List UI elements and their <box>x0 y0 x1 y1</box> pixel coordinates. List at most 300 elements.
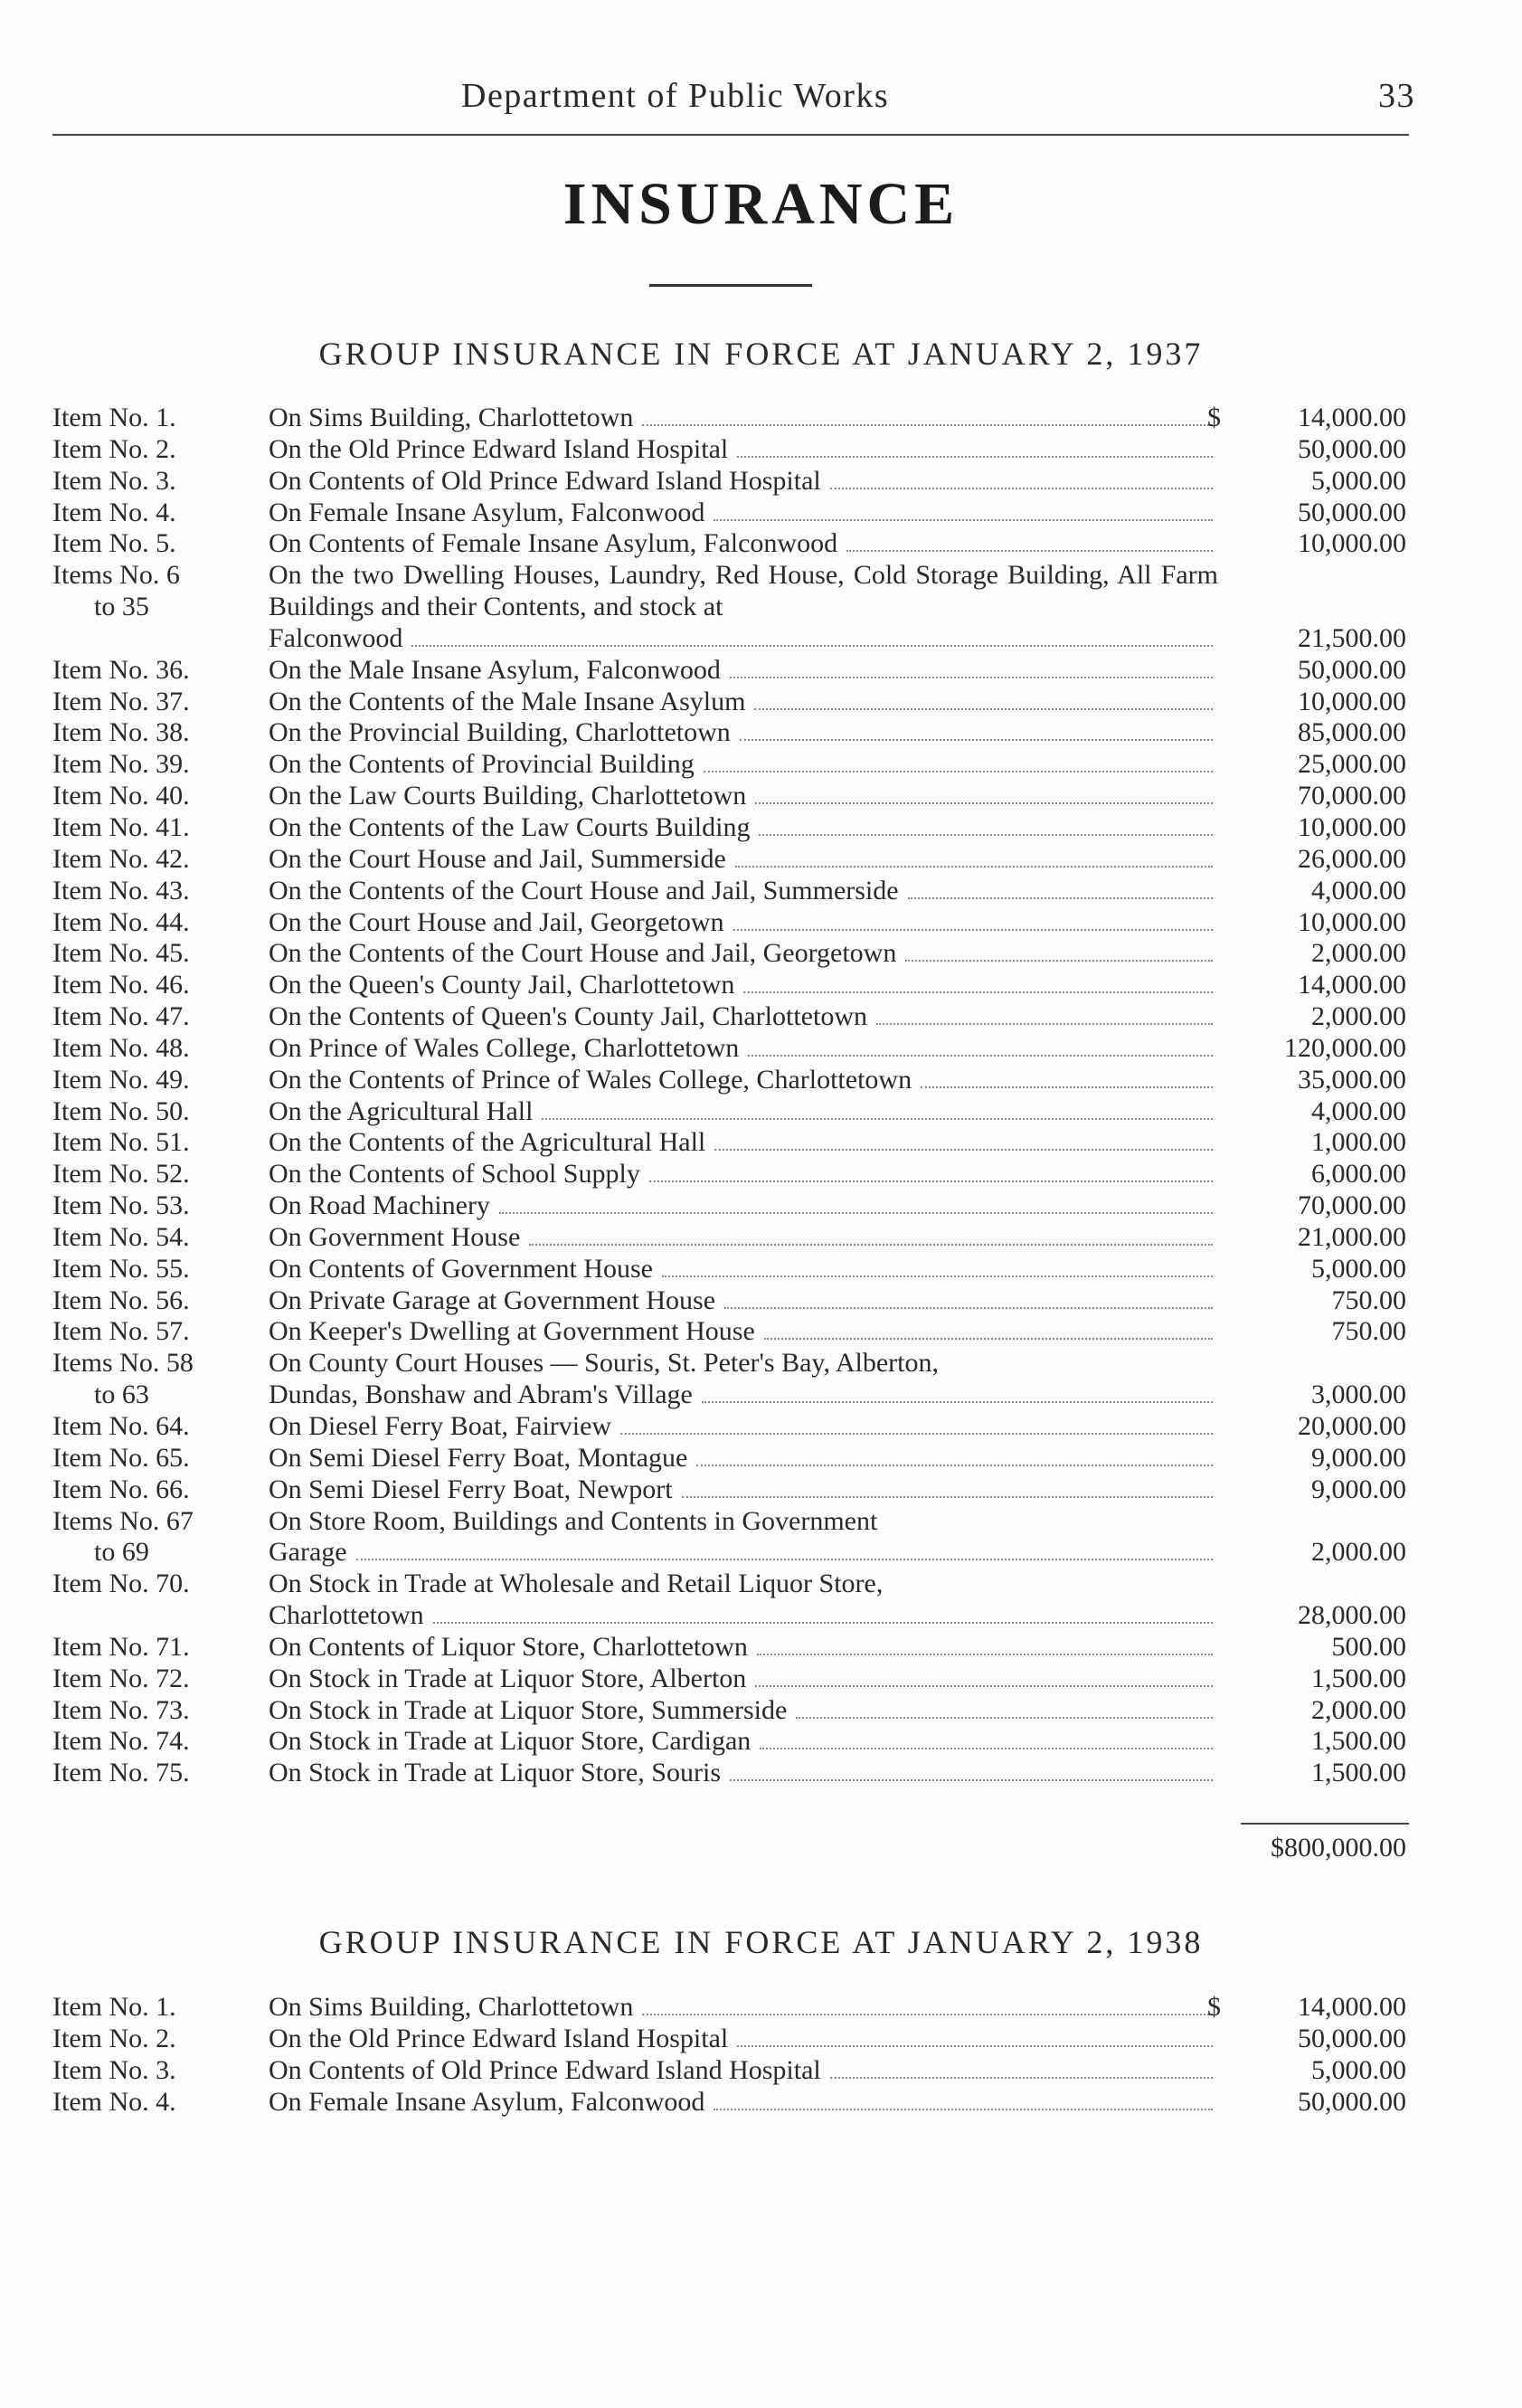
item-description <box>269 876 1218 907</box>
item-number: Items No. 67 <box>52 1505 194 1536</box>
item-label <box>52 844 233 876</box>
dot-leader <box>730 1779 1213 1781</box>
dot-leader <box>714 519 1213 521</box>
item-description-text: On the Queen's County Jail, Charlottetown <box>269 970 735 1000</box>
item-label <box>52 655 233 687</box>
dot-leader <box>714 1149 1213 1151</box>
amount-value: 21,000.00 <box>1298 1221 1406 1252</box>
item-number: Items No. 6 <box>52 560 180 591</box>
item-description <box>269 1758 1218 1789</box>
dot-leader <box>642 424 1213 426</box>
item-description-line <box>269 1254 1218 1285</box>
item-amount <box>1207 1695 1406 1727</box>
item-description-text: On the Contents of the Law Courts Building <box>269 811 751 842</box>
dot-leader <box>796 1717 1213 1719</box>
item-description-text: On Female Insane Asylum, Falconwood <box>269 497 705 527</box>
item-description-text: On Contents of Government House <box>269 1253 653 1284</box>
item-amount <box>1207 1632 1406 1664</box>
item-description-line <box>269 1411 1218 1443</box>
dot-leader <box>499 1212 1213 1214</box>
item-number: Item No. 53. <box>52 1190 190 1221</box>
item-label <box>52 1222 233 1254</box>
item-description <box>269 687 1218 718</box>
page-title: INSURANCE <box>562 171 960 237</box>
item-description-line <box>269 938 1218 970</box>
amount-value: 50,000.00 <box>1298 497 1406 527</box>
list-item <box>0 2055 1522 2087</box>
item-label <box>52 1316 233 1348</box>
item-label <box>52 1411 233 1443</box>
item-number: Item No. 54. <box>52 1221 190 1252</box>
amount-value: 25,000.00 <box>1298 749 1406 780</box>
item-label <box>52 876 233 907</box>
item-description-text: On Sims Building, Charlottetown <box>269 1992 634 2022</box>
item-description <box>269 970 1218 1001</box>
dot-leader <box>702 1401 1213 1403</box>
list-item <box>0 970 1522 1001</box>
item-label <box>52 466 233 498</box>
item-description-line <box>269 2024 1218 2055</box>
item-description-line <box>269 498 1218 529</box>
amount-value: 9,000.00 <box>1311 1442 1406 1473</box>
item-description-line <box>269 781 1218 812</box>
dot-leader <box>411 645 1213 647</box>
item-amount <box>1207 498 1406 529</box>
item-amount <box>1207 1285 1406 1317</box>
dot-leader <box>356 1559 1213 1560</box>
item-description-text: On Keeper's Dwelling at Government House <box>269 1316 755 1347</box>
item-description <box>269 938 1218 970</box>
item-label <box>52 1285 233 1317</box>
item-number: Item No. 47. <box>52 1001 190 1032</box>
item-amount <box>1207 970 1406 1001</box>
amount-value: 14,000.00 <box>1298 970 1406 1000</box>
amount-value: 21,500.00 <box>1298 622 1406 653</box>
list-item <box>0 812 1522 844</box>
item-description-text: On Stock in Trade at Liquor Store, Cardigan <box>269 1726 752 1757</box>
item-amount <box>1207 1065 1406 1096</box>
dot-leader <box>737 456 1213 458</box>
item-description-text: On the Male Insane Asylum, Falconwood <box>269 654 721 685</box>
item-description-text: On the Contents of Prince of Wales College, Charlottetown <box>269 1064 912 1095</box>
item-number: Item No. 41. <box>52 811 190 842</box>
list-item <box>0 1127 1522 1159</box>
list-item <box>0 1348 1522 1411</box>
item-amount <box>1207 717 1406 749</box>
item-amount <box>1207 1443 1406 1474</box>
amount-value: 4,000.00 <box>1311 875 1406 905</box>
header-rule <box>52 134 1409 136</box>
item-label <box>52 687 233 718</box>
item-label <box>52 1001 233 1033</box>
item-description-line <box>269 1033 1218 1065</box>
item-description-line <box>269 1443 1218 1474</box>
dot-leader <box>754 708 1213 710</box>
item-label <box>52 1758 233 1789</box>
item-description <box>269 1474 1218 1506</box>
amount-value: 28,000.00 <box>1298 1600 1406 1631</box>
amount-value: 14,000.00 <box>1298 403 1406 432</box>
item-amount <box>1207 876 1406 907</box>
item-description-text: On Government House <box>269 1221 521 1252</box>
amount-value: 500.00 <box>1331 1631 1406 1662</box>
item-number: Item No. 39. <box>52 749 190 780</box>
item-amount <box>1207 1222 1406 1254</box>
item-number: Item No. 72. <box>52 1663 190 1693</box>
list-item <box>0 1222 1522 1254</box>
item-description <box>269 1632 1218 1664</box>
item-description-text: On the Old Prince Edward Island Hospital <box>269 2023 729 2053</box>
item-description <box>269 466 1218 498</box>
list-item <box>0 1096 1522 1128</box>
amount-value: 35,000.00 <box>1298 1064 1406 1095</box>
amount-value: 50,000.00 <box>1298 654 1406 685</box>
item-number: Item No. 55. <box>52 1253 190 1284</box>
item-description-line <box>269 1664 1218 1695</box>
item-description-text: On Contents of Female Insane Asylum, Falconwood <box>269 528 838 559</box>
item-label <box>52 1190 233 1222</box>
item-description-text: On County Court Houses — Souris, St. Peter's Bay, Alberton, <box>269 1348 939 1379</box>
item-amount <box>1207 2087 1406 2119</box>
item-description-line <box>269 1001 1218 1033</box>
item-amount <box>1207 1474 1406 1506</box>
dot-leader <box>737 2045 1213 2047</box>
dot-leader <box>921 1086 1213 1088</box>
item-amount <box>1207 1758 1406 1789</box>
item-description <box>269 1096 1218 1128</box>
item-amount <box>1207 1600 1406 1632</box>
list-item <box>0 466 1522 498</box>
item-amount <box>1207 1316 1406 1348</box>
amount-value: 70,000.00 <box>1298 781 1406 811</box>
item-number: Item No. 75. <box>52 1758 190 1788</box>
currency-symbol: $ <box>1207 403 1221 432</box>
item-description-text: On the Old Prince Edward Island Hospital <box>269 433 729 464</box>
item-amount <box>1207 1537 1406 1569</box>
item-description <box>269 1285 1218 1317</box>
list-item <box>0 560 1522 655</box>
item-label <box>52 1348 233 1411</box>
item-label <box>52 498 233 529</box>
dot-leader <box>755 1685 1213 1687</box>
dot-leader <box>542 1118 1213 1120</box>
item-amount <box>1207 1190 1406 1222</box>
item-description-last-line <box>269 623 1218 655</box>
item-label <box>52 1632 233 1664</box>
item-number: Item No. 73. <box>52 1694 190 1725</box>
item-label <box>52 1096 233 1128</box>
item-label <box>52 970 233 1001</box>
item-description-text: On the Contents of the Agricultural Hall <box>269 1127 706 1158</box>
list-item <box>0 1632 1522 1664</box>
item-description-line <box>269 528 1218 560</box>
item-number: Item No. 4. <box>52 497 176 527</box>
item-label <box>52 434 233 466</box>
item-number: Item No. 44. <box>52 906 190 937</box>
amount-value: 1,000.00 <box>1311 1127 1406 1158</box>
amount-value: 14,000.00 <box>1298 1992 1406 2022</box>
item-amount <box>1207 466 1406 498</box>
item-label <box>52 1695 233 1727</box>
running-head <box>0 76 1522 121</box>
item-description-text: On the Contents of School Supply <box>269 1159 640 1190</box>
item-description-text: On Sims Building, Charlottetown <box>269 403 634 432</box>
item-number: Item No. 46. <box>52 970 190 1000</box>
amount-value: 9,000.00 <box>1311 1474 1406 1504</box>
item-description <box>269 2055 1218 2087</box>
item-label <box>52 749 233 781</box>
total-rule <box>1241 1823 1409 1825</box>
amount-value: 120,000.00 <box>1284 1032 1406 1063</box>
item-number: Item No. 3. <box>52 465 176 496</box>
item-description <box>269 1254 1218 1285</box>
amount-value: 70,000.00 <box>1298 1190 1406 1221</box>
list-item <box>0 876 1522 907</box>
item-number: Item No. 3. <box>52 2054 176 2085</box>
item-description-line <box>269 1222 1218 1254</box>
item-label <box>52 781 233 812</box>
list-item <box>0 403 1522 434</box>
item-label <box>52 1065 233 1096</box>
amount-value: 1,500.00 <box>1311 1758 1406 1788</box>
item-description-text: On Contents of Old Prince Edward Island Hospital <box>269 2054 821 2085</box>
dot-leader <box>846 550 1213 552</box>
item-label <box>52 1254 233 1285</box>
item-label <box>52 2087 233 2119</box>
list-item <box>0 1190 1522 1222</box>
item-description <box>269 907 1218 939</box>
list-item <box>0 1285 1522 1317</box>
item-description-text: On the Court House and Jail, Summerside <box>269 843 726 874</box>
total-amount-1937: $800,000.00 <box>1271 1833 1406 1863</box>
dot-leader <box>759 834 1213 836</box>
item-label <box>52 812 233 844</box>
item-description-line <box>269 907 1218 939</box>
item-description-line <box>269 1758 1218 1789</box>
item-amount <box>1207 1411 1406 1443</box>
item-amount <box>1207 2024 1406 2055</box>
item-number: Item No. 2. <box>52 433 176 464</box>
list-item <box>0 1758 1522 1789</box>
page-number: 33 <box>1378 77 1415 115</box>
amount-value: 26,000.00 <box>1298 843 1406 874</box>
item-number: Item No. 1. <box>52 403 176 432</box>
amount-value: 1,500.00 <box>1311 1726 1406 1757</box>
item-description-line <box>269 655 1218 687</box>
dot-leader <box>757 1654 1213 1655</box>
item-description <box>269 434 1218 466</box>
amount-value: 50,000.00 <box>1298 2086 1406 2117</box>
item-description-last-line <box>269 1537 1218 1569</box>
item-number: Items No. 58 <box>52 1348 194 1379</box>
item-number: Item No. 42. <box>52 843 190 874</box>
dot-leader <box>649 1180 1213 1182</box>
dot-leader <box>830 488 1213 489</box>
list-item <box>0 2087 1522 2119</box>
dot-leader <box>682 1496 1213 1498</box>
list-item <box>0 717 1522 749</box>
item-description <box>269 1726 1218 1758</box>
item-number: Item No. 64. <box>52 1411 190 1441</box>
item-description-last-line <box>269 1379 1218 1411</box>
item-label <box>52 1443 233 1474</box>
amount-value: 5,000.00 <box>1311 465 1406 496</box>
list-item <box>0 907 1522 939</box>
list-item <box>0 528 1522 560</box>
item-amount <box>1207 907 1406 939</box>
item-description-text: On Road Machinery <box>269 1190 490 1221</box>
item-amount <box>1207 1001 1406 1033</box>
item-description <box>269 1222 1218 1254</box>
item-description-text: On Private Garage at Government House <box>269 1285 716 1315</box>
item-number: Item No. 37. <box>52 686 190 716</box>
item-description-line <box>269 1992 1218 2024</box>
item-description-text: On Stock in Trade at Wholesale and Retail Liquor Store, <box>269 1569 884 1599</box>
item-number: Item No. 38. <box>52 717 190 748</box>
item-description-text: On the Court House and Jail, Georgetown <box>269 906 724 937</box>
list-item <box>0 1001 1522 1033</box>
item-description-text: On Female Insane Asylum, Falconwood <box>269 2086 705 2117</box>
item-description <box>269 1695 1218 1727</box>
item-label <box>52 528 233 560</box>
item-description-text: Falconwood <box>269 622 403 653</box>
dot-leader <box>642 2014 1213 2015</box>
list-item <box>0 655 1522 687</box>
amount-value: 2,000.00 <box>1311 1001 1406 1032</box>
amount-value: 2,000.00 <box>1311 1537 1406 1568</box>
list-item <box>0 1159 1522 1190</box>
item-description <box>269 1033 1218 1065</box>
item-amount <box>1207 1992 1406 2024</box>
list-item <box>0 781 1522 812</box>
item-description <box>269 1316 1218 1348</box>
item-amount <box>1207 623 1406 655</box>
item-description-line <box>269 1127 1218 1159</box>
amount-value: 85,000.00 <box>1298 717 1406 748</box>
amount-value: 5,000.00 <box>1311 1253 1406 1284</box>
item-amount <box>1207 938 1406 970</box>
item-description-text: On Diesel Ferry Boat, Fairview <box>269 1411 612 1441</box>
item-description <box>269 844 1218 876</box>
item-description-text: On Stock in Trade at Liquor Store, Souris <box>269 1758 721 1788</box>
item-description <box>269 1159 1218 1190</box>
item-description-line <box>269 876 1218 907</box>
dot-leader <box>696 1465 1213 1466</box>
dot-leader <box>905 960 1213 962</box>
item-amount <box>1207 1159 1406 1190</box>
item-label <box>52 717 233 749</box>
item-number: Item No. 4. <box>52 2086 176 2117</box>
dot-leader <box>908 897 1213 899</box>
item-number: Item No. 40. <box>52 781 190 811</box>
item-amount <box>1207 1254 1406 1285</box>
item-amount <box>1207 403 1406 434</box>
item-label <box>52 938 233 970</box>
item-description-line <box>269 687 1218 718</box>
amount-value: 5,000.00 <box>1311 2054 1406 2085</box>
item-description-text: On the Law Courts Building, Charlottetown <box>269 781 747 811</box>
list-item <box>0 1065 1522 1096</box>
dot-leader <box>740 739 1213 741</box>
item-description <box>269 403 1218 434</box>
item-description-text: On the Contents of Queen's County Jail, Charlottetown <box>269 1001 867 1032</box>
item-description-line <box>269 1285 1218 1317</box>
item-number: Item No. 1. <box>52 1992 176 2022</box>
item-number: Item No. 49. <box>52 1064 190 1095</box>
title-rule <box>649 284 812 287</box>
item-label <box>52 1992 233 2024</box>
item-description-text: On Prince of Wales College, Charlottetown <box>269 1032 740 1063</box>
item-number: Item No. 70. <box>52 1569 190 1599</box>
list-item <box>0 1316 1522 1348</box>
dot-leader <box>830 2077 1213 2079</box>
item-description <box>269 2024 1218 2055</box>
amount-value: 10,000.00 <box>1298 528 1406 559</box>
item-label <box>52 2024 233 2055</box>
item-number: Item No. 51. <box>52 1127 190 1158</box>
list-item <box>0 498 1522 529</box>
item-label <box>52 560 233 623</box>
item-number: Item No. 74. <box>52 1726 190 1757</box>
item-number: Item No. 71. <box>52 1631 190 1662</box>
dot-leader <box>748 1055 1213 1057</box>
item-description <box>269 717 1218 749</box>
item-description-text: On the Contents of the Male Insane Asylum <box>269 686 746 716</box>
item-number: Item No. 57. <box>52 1316 190 1347</box>
item-label <box>52 2055 233 2087</box>
section-heading-1937: GROUP INSURANCE IN FORCE AT JANUARY 2, 1937 <box>318 336 1204 372</box>
item-number: Item No. 5. <box>52 528 176 559</box>
item-description-line <box>269 1726 1218 1758</box>
list-item <box>0 1695 1522 1727</box>
item-description-text: On the Provincial Building, Charlottetown <box>269 717 731 748</box>
item-number: to 63 <box>94 1379 149 1410</box>
item-number: Item No. 50. <box>52 1095 190 1126</box>
item-description-text: On the Contents of the Court House and Jail, Summerside <box>269 875 899 905</box>
item-label <box>52 907 233 939</box>
amount-value: 50,000.00 <box>1298 2023 1406 2053</box>
item-description <box>269 2087 1218 2119</box>
item-number: Item No. 56. <box>52 1285 190 1315</box>
item-number: Item No. 43. <box>52 875 190 905</box>
item-description-line <box>269 812 1218 844</box>
list-item <box>0 1664 1522 1695</box>
amount-value: 20,000.00 <box>1298 1411 1406 1441</box>
item-amount <box>1207 1379 1406 1411</box>
dot-leader <box>735 866 1213 867</box>
dot-leader <box>704 771 1213 773</box>
item-description <box>269 812 1218 844</box>
item-description <box>269 1506 1218 1569</box>
item-description-line <box>269 749 1218 781</box>
item-description <box>269 749 1218 781</box>
item-description-line <box>269 2087 1218 2119</box>
item-label <box>52 1569 233 1600</box>
item-description <box>269 1065 1218 1096</box>
list-item <box>0 2024 1522 2055</box>
list-item <box>0 1569 1522 1632</box>
list-item <box>0 1474 1522 1506</box>
item-description <box>269 1569 1218 1632</box>
item-description-text: On Stock in Trade at Liquor Store, Summerside <box>269 1694 788 1725</box>
item-description-text: On Store Room, Buildings and Contents in Government <box>269 1505 878 1536</box>
running-title: Department of Public Works <box>461 77 890 115</box>
item-amount <box>1207 528 1406 560</box>
item-number: Item No. 45. <box>52 938 190 969</box>
item-description <box>269 1992 1218 2024</box>
item-description <box>269 1664 1218 1695</box>
item-amount <box>1207 1127 1406 1159</box>
